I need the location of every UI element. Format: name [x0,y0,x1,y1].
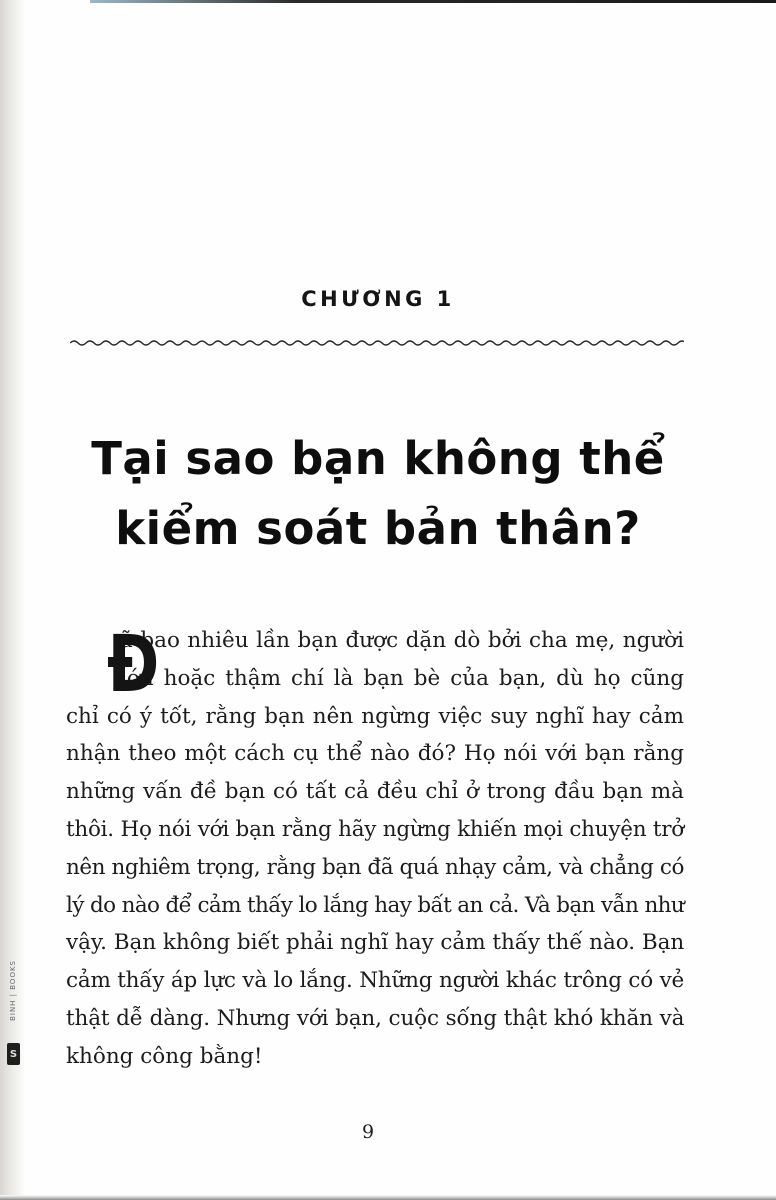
publisher-name: BINH | BOOKS [9,959,17,1021]
chapter-label: CHƯƠNG 1 [301,287,455,311]
chapter-title-line-2: kiểm soát bản thân? [115,502,641,555]
body-line: nên nghiêm trọng, rằng bạn đã quá nhạy cảm, và chẳng có [66,854,684,880]
body-paragraph [66,622,684,1076]
body-line: nhận theo một cách cụ thể nào đó? Họ nói với bạn rằng [66,741,684,767]
body-line: chỉ có ý tốt, rằng bạn nên ngừng việc suy nghĩ hay cảm [66,703,684,729]
page-bottom-edge [0,1195,776,1200]
body-line: lớn hoặc thậm chí là bạn bè của bạn, dù họ cũng [120,665,684,691]
body-line: thật dễ dàng. Nhưng với bạn, cuộc sống thật khó khăn và [66,1005,685,1031]
body-line: vậy. Bạn không biết phải nghĩ hay cảm thấy thế nào. Bạn [66,930,685,956]
page-top-edge [90,0,776,3]
body-line: ã bao nhiêu lần bạn được dặn dò bởi cha mẹ, người [120,628,684,653]
wavy-divider [70,337,684,349]
drop-cap: Đ [107,620,160,710]
chapter-title-line-1: Tại sao bạn không thể [91,432,665,485]
page-number: 9 [361,1121,375,1143]
body-line: lý do nào để cảm thấy lo lắng hay bất an cả. Và bạn vẫn như [66,892,685,918]
body-line: không công bằng! [66,1043,263,1069]
publisher-logo-icon: S [7,1043,20,1065]
body-line: thôi. Họ nói với bạn rằng hãy ngừng khiến mọi chuyện trở [66,816,685,842]
chapter-title [0,424,756,564]
body-line: cảm thấy áp lực và lo lắng. Những người khác trông có vẻ [66,968,685,994]
body-line: những vấn đề bạn có tất cả đều chỉ ở trong đầu bạn mà [66,779,684,805]
publisher-spine-text [6,950,20,1030]
